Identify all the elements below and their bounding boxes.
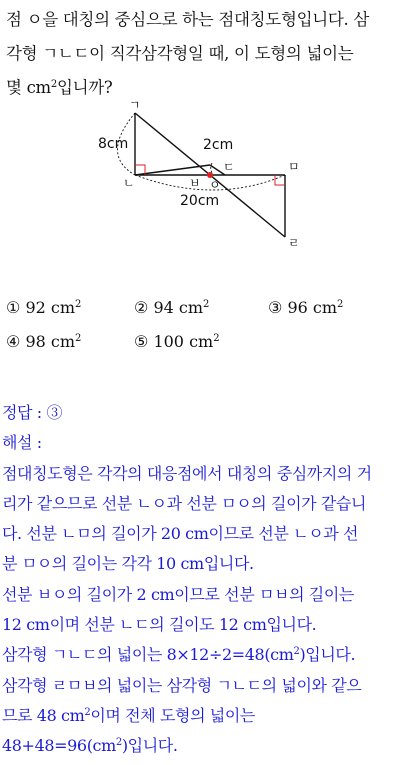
question-line-1: 점 ㅇ을 대칭의 중심으로 하는 점대칭도형입니다. 삼 xyxy=(6,10,370,29)
label-base-length: 20cm xyxy=(180,193,220,209)
answer-label: 정답 : ③ xyxy=(2,403,63,422)
explanation-line-7: 삼각형 ㄱㄴㄷ의 넓이는 $8\times 12\div 2=48(cm^2)$입니다. xyxy=(2,645,356,665)
question-line-3: 몇 $cm^2$입니까? xyxy=(6,78,113,97)
explanation-line-3: 다. 선분 ㄴㅁ의 길이가 20 cm이므로 선분 ㄴㅇ과 선 xyxy=(2,524,359,544)
explanation-line-1: 점대칭도형은 각각의 대응점에서 대칭의 중심까지의 거 xyxy=(2,463,372,483)
label-r: ㄹ xyxy=(288,236,300,250)
label-b: ㅂ xyxy=(189,176,201,190)
segment-n-d xyxy=(135,165,210,175)
label-g: ㄱ xyxy=(129,98,141,112)
answer-choices xyxy=(6,296,400,364)
label-o: ㅇ xyxy=(209,178,221,192)
label-side-length: 8cm xyxy=(98,136,129,152)
choice-2[interactable]: ② 94 $cm^2$ xyxy=(134,298,210,317)
explanation-label: 해설 : xyxy=(2,433,42,453)
explanation-line-10: $48+48=96(cm^2)$입니다. xyxy=(2,736,178,756)
label-d: ㄷ xyxy=(223,160,235,174)
choice-5[interactable]: ⑤ 100 $cm^2$ xyxy=(134,332,220,351)
choice-1[interactable]: ① 92 $cm^2$ xyxy=(6,298,82,317)
explanation-line-9: 므로 48 $cm^2$이며 전체 도형의 넓이는 xyxy=(2,705,255,725)
choice-4[interactable]: ④ 98 $cm^2$ xyxy=(6,332,82,351)
explanation-line-8: 삼각형 ㄹㅁㅂ의 넓이는 삼각형 ㄱㄴㄷ의 넓이와 같으 xyxy=(2,675,362,695)
explanation-line-6: 12 cm이며 선분 ㄴㄷ의 길이도 12 cm입니다. xyxy=(2,615,317,635)
question-line-2: 각형 ㄱㄴㄷ이 직각삼각형일 때, 이 도형의 넓이는 xyxy=(6,44,354,63)
explanation-line-5: 선분 ㅂㅇ의 길이가 2 cm이므로 선분 ㅁㅂ의 길이는 xyxy=(2,584,354,604)
figure-diagram xyxy=(95,95,315,255)
label-n: ㄴ xyxy=(123,176,135,190)
explanation-line-4: 분 ㅁㅇ의 길이는 각각 10 cm입니다. xyxy=(2,554,254,574)
choice-3[interactable]: ③ 96 $cm^2$ xyxy=(268,298,344,317)
label-m: ㅁ xyxy=(288,160,300,174)
answer-section xyxy=(2,398,400,762)
label-small-length: 2cm xyxy=(203,137,234,153)
right-angle-mark-m xyxy=(275,175,285,185)
explanation-line-2: 리가 같으므로 선분 ㄴㅇ과 선분 ㅁㅇ의 길이가 같습니 xyxy=(2,493,367,513)
